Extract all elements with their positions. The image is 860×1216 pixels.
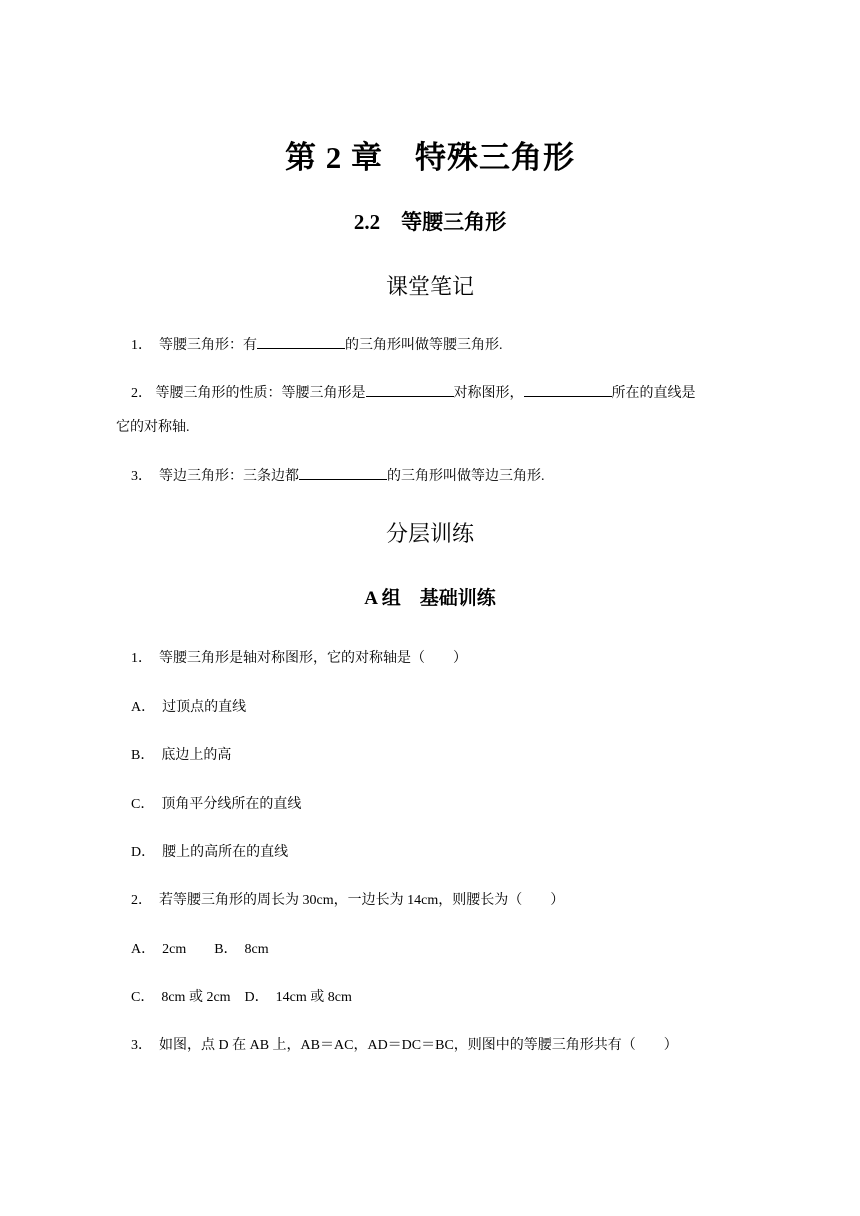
note-item-1 bbox=[131, 334, 503, 354]
question-1-option-c: C． 顶角平分线所在的直线 bbox=[131, 797, 302, 812]
training-heading: 分层训练 bbox=[385, 521, 474, 546]
note-text: 等腰三角形：有 bbox=[159, 338, 257, 353]
question-1-option-d: D． 腰上的高所在的直线 bbox=[131, 845, 289, 860]
note-text: 的三角形叫做等边三角形. bbox=[387, 469, 545, 484]
fill-blank bbox=[524, 382, 612, 397]
fill-blank bbox=[366, 382, 454, 397]
note-item-3 bbox=[131, 465, 545, 485]
note-text: 的三角形叫做等腰三角形. bbox=[345, 338, 503, 353]
fill-blank bbox=[299, 465, 387, 480]
note-number: 3． bbox=[131, 469, 152, 484]
note-text: 对称图形， bbox=[453, 386, 524, 401]
note-text: 等腰三角形的性质：等腰三角形是 bbox=[155, 386, 366, 401]
question-3-stem: 3． 如图，点 D 在 AB 上，AB＝AC，AD＝DC＝BC，则图中的等腰三角形共有（ ） bbox=[131, 1038, 678, 1053]
note-item-2-continuation: 它的对称轴. bbox=[116, 420, 190, 435]
group-title: A 组 基础训练 bbox=[364, 588, 496, 609]
note-text: 等边三角形：三条边都 bbox=[159, 469, 299, 484]
note-text: 所在的直线是 bbox=[611, 386, 696, 401]
question-2-stem: 2． 若等腰三角形的周长为 30cm，一边长为 14cm，则腰长为（ ） bbox=[131, 893, 565, 908]
fill-blank bbox=[257, 334, 345, 349]
chapter-title: 第 2 章 特殊三角形 bbox=[285, 140, 575, 175]
question-2-options-row-2: C． 8cm 或 2cm D． 14cm 或 8cm bbox=[131, 990, 352, 1005]
notes-heading: 课堂笔记 bbox=[385, 274, 474, 299]
note-item-2 bbox=[131, 382, 696, 402]
section-title: 2.2 等腰三角形 bbox=[353, 210, 507, 234]
question-1-stem: 1． 等腰三角形是轴对称图形，它的对称轴是（ ） bbox=[131, 651, 467, 666]
question-1-option-a: A． 过顶点的直线 bbox=[131, 700, 247, 715]
note-number: 2． bbox=[131, 386, 152, 401]
question-2-options-row-1: A． 2cm B． 8cm bbox=[131, 942, 269, 957]
question-1-option-b: B． 底边上的高 bbox=[131, 748, 232, 763]
note-number: 1． bbox=[131, 338, 152, 353]
